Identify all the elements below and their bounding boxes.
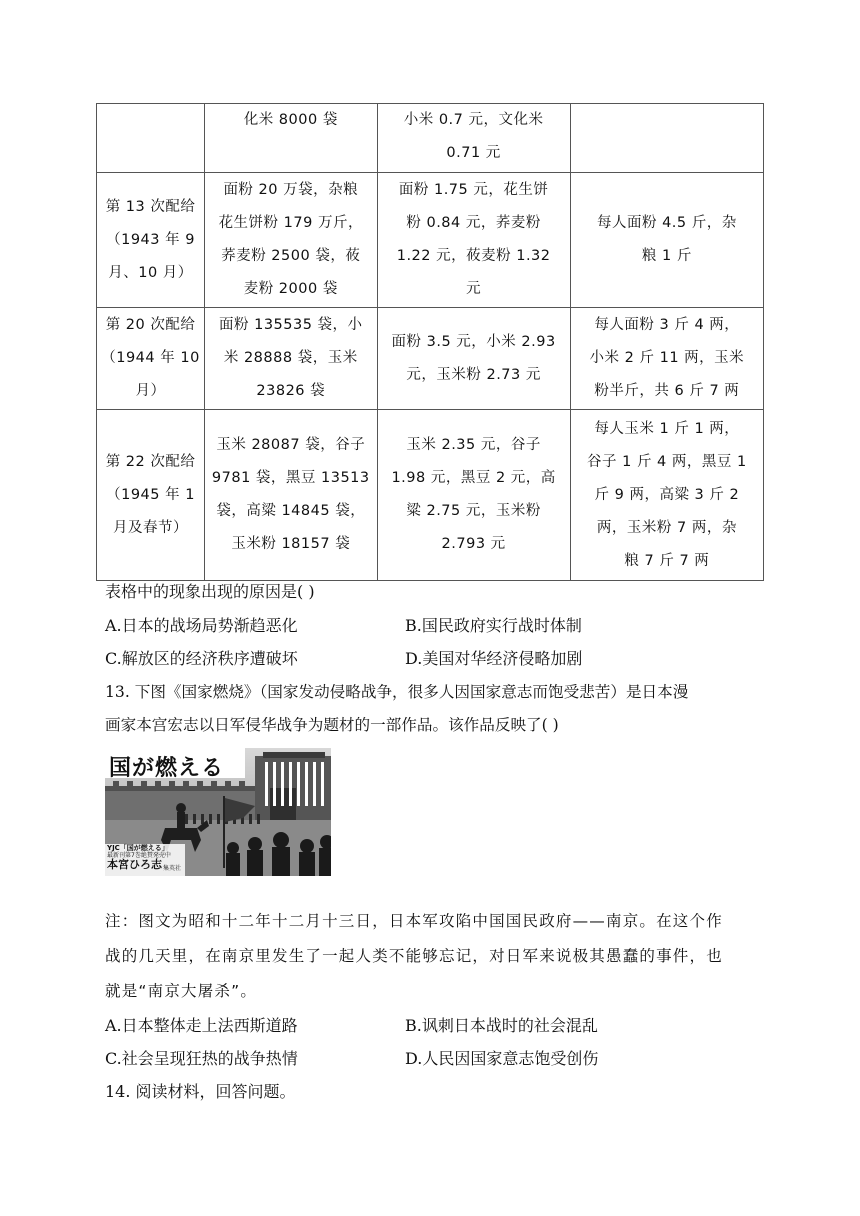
- table-cell-line: 粮 1 斤: [641, 248, 692, 264]
- q13-note-line-1: 注：图文为昭和十二年十二月十三日，日本军攻陷中国国民政府——南京。在这个作: [105, 912, 723, 930]
- table-cell-line: 23826 袋: [256, 383, 326, 399]
- q13-stem-line-2: 画家本宫宏志以日军侵华战争为题材的一部作品。该作品反映了( ): [105, 716, 559, 734]
- q13-option-b: B.讽刺日本战时的社会混乱: [405, 1016, 598, 1035]
- table-cell-line: 谷子 1 斤 4 两，黑豆 1: [587, 453, 747, 470]
- table-cell-line: 每人面粉 3 斤 4 两，: [594, 317, 740, 333]
- table-cell-line: 第 20 次配给: [105, 317, 196, 333]
- manga-caption-1: YJC「国が燃える」: [107, 844, 169, 852]
- table-cell-line: 9781 袋，黑豆 13513: [211, 470, 370, 486]
- table-cell-line: 小米 0.7 元，文化米: [403, 112, 544, 128]
- table-cell-line: 每人玉米 1 斤 1 两，: [594, 420, 740, 437]
- table-cell-line: 2.793 元: [441, 536, 506, 552]
- table-cell-line: 面粉 135535 袋，小: [218, 317, 363, 333]
- manga-publisher: 集英社: [163, 865, 182, 872]
- table-cell-line: 粉 0.84 元，荞麦粉: [406, 215, 541, 231]
- table-cell-period: [97, 173, 205, 308]
- table-cell-line: （1943 年 9: [106, 231, 195, 248]
- manga-title: 国が燃える: [109, 756, 225, 781]
- table-cell-quantity: [205, 104, 377, 173]
- q12-option-c: C.解放区的经济秩序遭破坏: [105, 649, 298, 668]
- table-cell-line: （1945 年 1: [106, 486, 195, 503]
- table-cell-line: 麦粉 2000 袋: [243, 281, 338, 297]
- q12-question: 表格中的现象出现的原因是( ): [105, 582, 315, 601]
- ration-table-body: [97, 104, 764, 581]
- q14-stem: 14. 阅读材料，回答问题。: [105, 1082, 296, 1101]
- manga-cover-image: [105, 748, 331, 876]
- q12-option-b: B.国民政府实行战时体制: [405, 616, 582, 635]
- table-cell-per-person: [570, 173, 763, 308]
- table-cell-line: 袋，高粱 14845 袋，: [216, 503, 366, 519]
- table-cell-line: 0.71 元: [446, 145, 501, 161]
- table-cell-line: 玉米 2.35 元，谷子: [406, 437, 541, 453]
- table-row: [97, 173, 764, 308]
- table-cell-line: 元，玉米粉 2.73 元: [406, 366, 541, 383]
- table-cell-line: 1.22 元，莜麦粉 1.32: [396, 248, 551, 264]
- table-cell-line: 米 28888 袋，玉米: [223, 350, 358, 366]
- table-cell-per-person: [570, 410, 763, 581]
- table-cell-line: 面粉 20 万袋，杂粮: [223, 182, 359, 198]
- table-cell-price: [377, 308, 570, 410]
- q12-option-d: D.美国对华经济侵略加剧: [405, 649, 583, 668]
- table-cell-line: （1944 年 10: [101, 350, 200, 366]
- table-row: [97, 308, 764, 410]
- table-cell-line: 面粉 3.5 元，小米 2.93: [391, 333, 556, 350]
- table-cell-line: 化米 8000 袋: [243, 112, 338, 128]
- table-cell-quantity: [205, 173, 377, 308]
- table-cell-line: 元: [466, 281, 482, 297]
- table-cell-line: 小米 2 斤 11 两，玉米: [589, 350, 745, 366]
- q13-option-a: A.日本整体走上法西斯道路: [105, 1016, 298, 1035]
- table-cell-price: [377, 104, 570, 173]
- table-row: [97, 104, 764, 173]
- table-cell-line: 面粉 1.75 元，花生饼: [398, 182, 549, 198]
- table-cell-line: 粮 7 斤 7 两: [624, 552, 710, 569]
- table-row: [97, 410, 764, 581]
- table-cell-line: 荞麦粉 2500 袋，莜: [221, 248, 361, 264]
- manga-author: 本宮ひろ志: [107, 858, 162, 871]
- table-cell-line: 花生饼粉 179 万斤，: [218, 215, 363, 231]
- table-cell-line: 1.98 元，黑豆 2 元，高: [391, 470, 556, 486]
- table-cell-line: 粉半斤，共 6 斤 7 两: [594, 383, 740, 399]
- q13-option-d: D.人民因国家意志饱受创伤: [405, 1049, 599, 1068]
- table-cell-quantity: [205, 308, 377, 410]
- table-cell-line: 斤 9 两，高粱 3 斤 2: [594, 486, 740, 503]
- table-cell-line: 玉米 28087 袋，谷子: [216, 437, 366, 453]
- q13-option-c: C.社会呈现狂热的战争热情: [105, 1049, 298, 1068]
- table-cell-line: 两，玉米粉 7 两，杂: [596, 519, 737, 536]
- table-cell-line: 第 22 次配给: [105, 453, 196, 470]
- table-cell-line: 月、10 月）: [108, 264, 193, 281]
- q13-note-line-2: 战的几天里，在南京里发生了一起人类不能够忘记，对日军来说极其愚蠢的事件，也: [105, 947, 723, 965]
- q13-stem-line-1: 13. 下图《国家燃烧》（国家发动侵略战争，很多人因国家意志而饱受悲苦）是日本漫: [105, 683, 689, 701]
- table-cell-line: 第 13 次配给: [105, 198, 196, 215]
- ration-table: [96, 103, 764, 581]
- q13-note-line-3: 就是“南京大屠杀”。: [105, 982, 258, 1000]
- table-cell-per-person: [570, 104, 763, 173]
- table-cell-quantity: [205, 410, 377, 581]
- table-cell-line: 玉米粉 18157 袋: [231, 536, 351, 552]
- table-cell-price: [377, 173, 570, 308]
- q12-option-a: A.日本的战场局势渐趋恶化: [105, 616, 298, 635]
- table-cell-line: 月及春节）: [113, 519, 189, 536]
- table-cell-line: 每人面粉 4.5 斤，杂: [596, 215, 737, 231]
- table-cell-line: 月）: [135, 383, 166, 399]
- table-cell-per-person: [570, 308, 763, 410]
- table-cell-period: [97, 104, 205, 173]
- table-cell-price: [377, 410, 570, 581]
- manga-caption-2: 最新刊第7巻絶賛発売中: [107, 852, 171, 859]
- table-cell-period: [97, 308, 205, 410]
- table-cell-line: 粱 2.75 元，玉米粉: [406, 503, 541, 519]
- table-cell-period: [97, 410, 205, 581]
